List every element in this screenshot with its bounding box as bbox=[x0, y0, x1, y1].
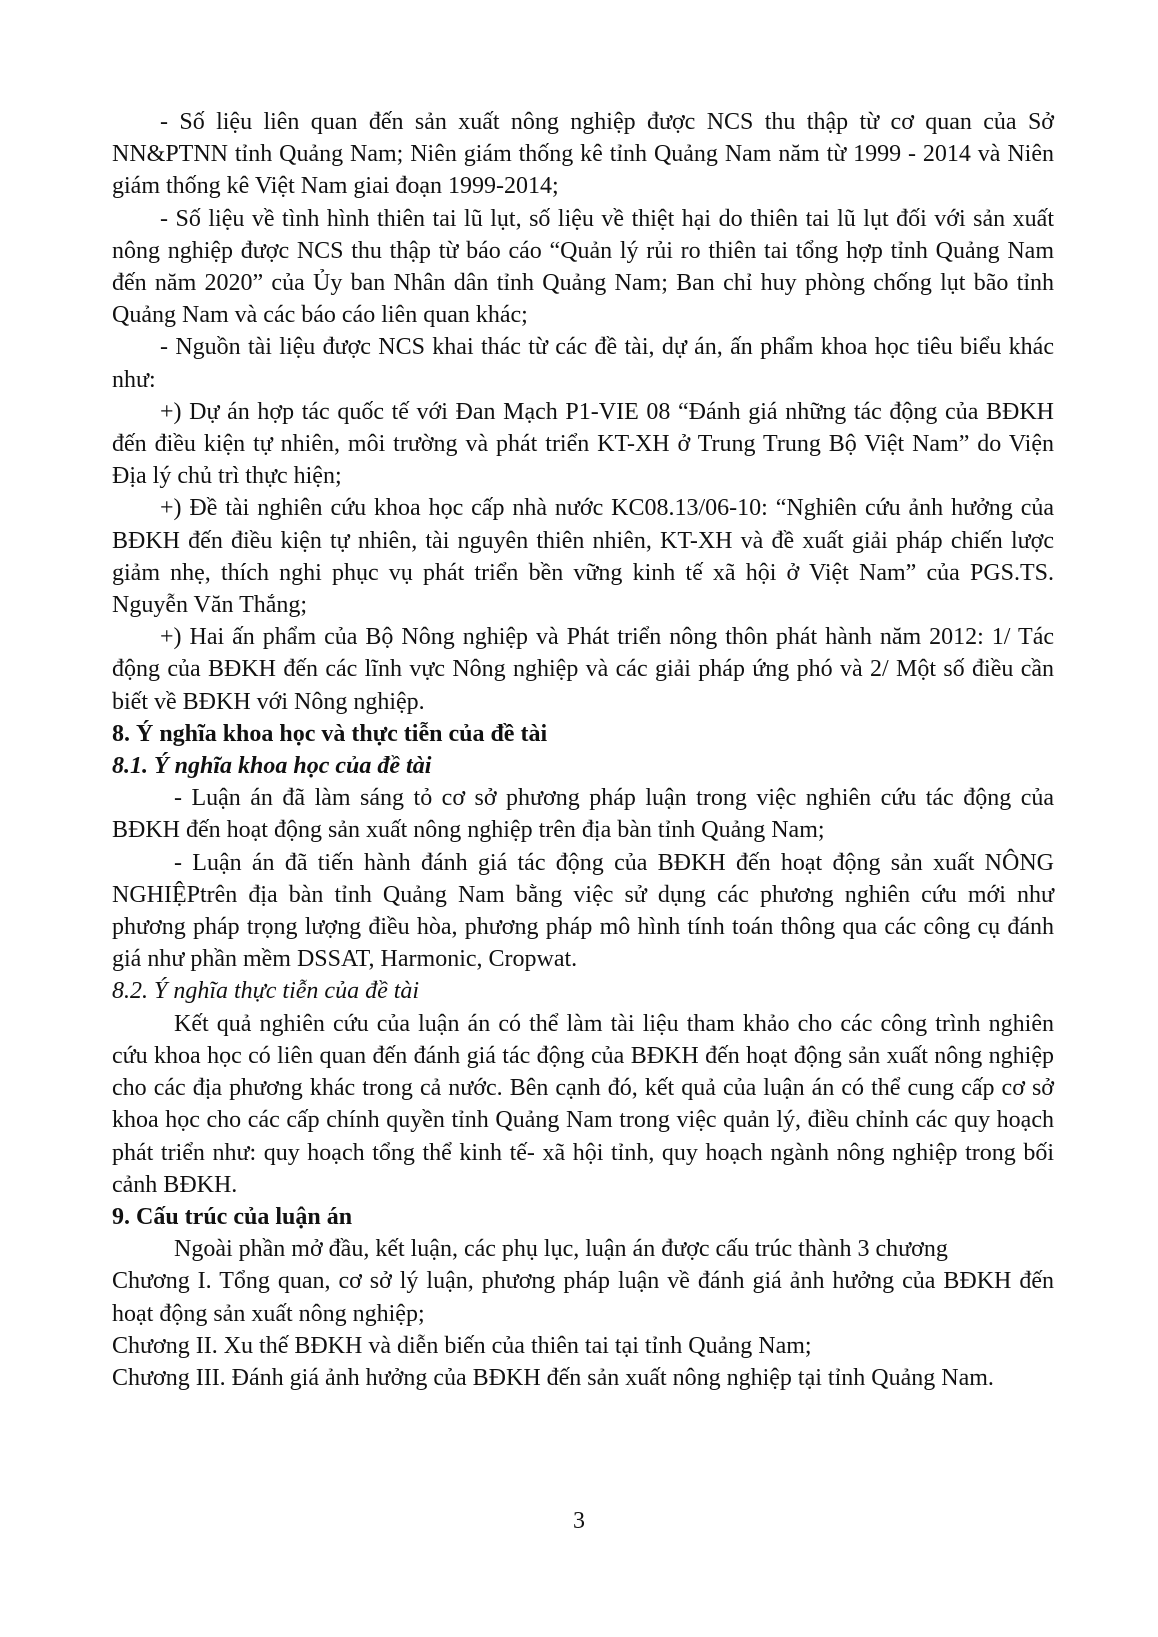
paragraph-practical-meaning: Kết quả nghiên cứu của luận án có thể làm tài liệu tham khảo cho các công trình nghiên cứu khoa học có liên quan đến đánh giá tác động của BĐKH đến hoạt động sản xuất nông nghiệp cho các địa phương khác trong cả nước. Bên cạnh đó, kết quả của luận án có thể cung cấp cơ sở khoa học cho các cấp chính quyền tỉnh Quảng Nam trong việc quản lý, điều chỉnh các quy hoạch phát triển như: quy hoạch tổng thể kinh tế- xã hội tỉnh, quy hoạch ngành nông nghiệp trong bối cảnh BĐKH. bbox=[112, 1010, 1054, 1198]
section-8-1-heading: 8.1. Ý nghĩa khoa học của đề tài bbox=[112, 753, 432, 780]
paragraph-ministry-publications: +) Hai ấn phẩm của Bộ Nông nghiệp và Phát triển nông thôn phát hành năm 2012: 1/ Tác động của BĐKH đến các lĩnh vực Nông nghiệp và các giải pháp ứng phó và 2/ Một số điều cần biết về BĐKH với Nông nghiệp. bbox=[112, 624, 1054, 715]
chapter-2-line: Chương II. Xu thế BĐKH và diễn biến của thiên tai tại tỉnh Quảng Nam; bbox=[112, 1332, 812, 1359]
section-9-heading: 9. Cấu trúc của luận án bbox=[112, 1203, 353, 1230]
paragraph-scientific-meaning-2: - Luận án đã tiến hành đánh giá tác động của BĐKH đến hoạt động sản xuất NÔNG NGHIỆPtrên địa bàn tỉnh Quảng Nam bằng việc sử dụng các phương nghiên cứu mới như phương pháp trọng lượng điều hòa, phương pháp mô hình tính toán thông qua các công cụ đánh giá như phần mềm DSSAT, Harmonic, Cropwat. bbox=[112, 849, 1054, 973]
document-page bbox=[112, 106, 1054, 1394]
section-8-heading: 8. Ý nghĩa khoa học và thực tiễn của đề tài bbox=[112, 720, 548, 747]
section-8-2-heading: 8.2. Ý nghĩa thực tiễn của đề tài bbox=[112, 978, 420, 1005]
paragraph-denmark-project: +) Dự án hợp tác quốc tế với Đan Mạch P1-VIE 08 “Đánh giá những tác động của BĐKH đến điều kiện tự nhiên, môi trường và phát triển KT-XH ở Trung Trung Bộ Việt Nam” do Viện Địa lý chủ trì thực hiện; bbox=[112, 398, 1054, 490]
paragraph-other-sources: - Nguồn tài liệu được NCS khai thác từ các đề tài, dự án, ấn phẩm khoa học tiêu biểu khác như: bbox=[112, 334, 1054, 393]
paragraph-structure-intro: Ngoài phần mở đầu, kết luận, các phụ lục, luận án được cấu trúc thành 3 chương bbox=[174, 1236, 948, 1263]
paragraph-disaster-data-sources: - Số liệu về tình hình thiên tai lũ lụt, số liệu về thiệt hại do thiên tai lũ lụt đối với sản xuất nông nghiệp được NCS thu thập từ báo cáo “Quản lý rủi ro thiên tai tổng hợp tỉnh Quảng Nam đến năm 2020” của Ủy ban Nhân dân tỉnh Quảng Nam; Ban chỉ huy phòng chống lụt bão tỉnh Quảng Nam và các báo cáo liên quan khác; bbox=[112, 205, 1054, 329]
paragraph-kc08-project: +) Đề tài nghiên cứu khoa học cấp nhà nước KC08.13/06-10: “Nghiên cứu ảnh hưởng của BĐKH đến điều kiện tự nhiên, tài nguyên thiên nhiên, KT-XH và đề xuất giải pháp chiến lược giảm nhẹ, thích nghi phục vụ phát triển bền vững kinh tế xã hội ở Việt Nam” của PGS.TS. Nguyễn Văn Thắng; bbox=[112, 495, 1054, 619]
paragraph-agri-data-sources: - Số liệu liên quan đến sản xuất nông nghiệp được NCS thu thập từ cơ quan của Sở NN&PTNN tỉnh Quảng Nam; Niên giám thống kê tỉnh Quảng Nam năm từ 1999 - 2014 và Niên giám thống kê Việt Nam giai đoạn 1999-2014; bbox=[112, 109, 1054, 200]
chapter-3-line: Chương III. Đánh giá ảnh hưởng của BĐKH đến sản xuất nông nghiệp tại tỉnh Quảng Nam. bbox=[112, 1364, 994, 1391]
page-number: 3 bbox=[573, 1508, 585, 1534]
paragraph-scientific-meaning-1: - Luận án đã làm sáng tỏ cơ sở phương pháp luận trong việc nghiên cứu tác động của BĐKH đến hoạt động sản xuất nông nghiệp trên địa bàn tỉnh Quảng Nam; bbox=[112, 785, 1054, 844]
chapter-1-line: Chương I. Tổng quan, cơ sở lý luận, phương pháp luận về đánh giá ảnh hưởng của BĐKH đến hoạt động sản xuất nông nghiệp; bbox=[112, 1268, 1054, 1327]
